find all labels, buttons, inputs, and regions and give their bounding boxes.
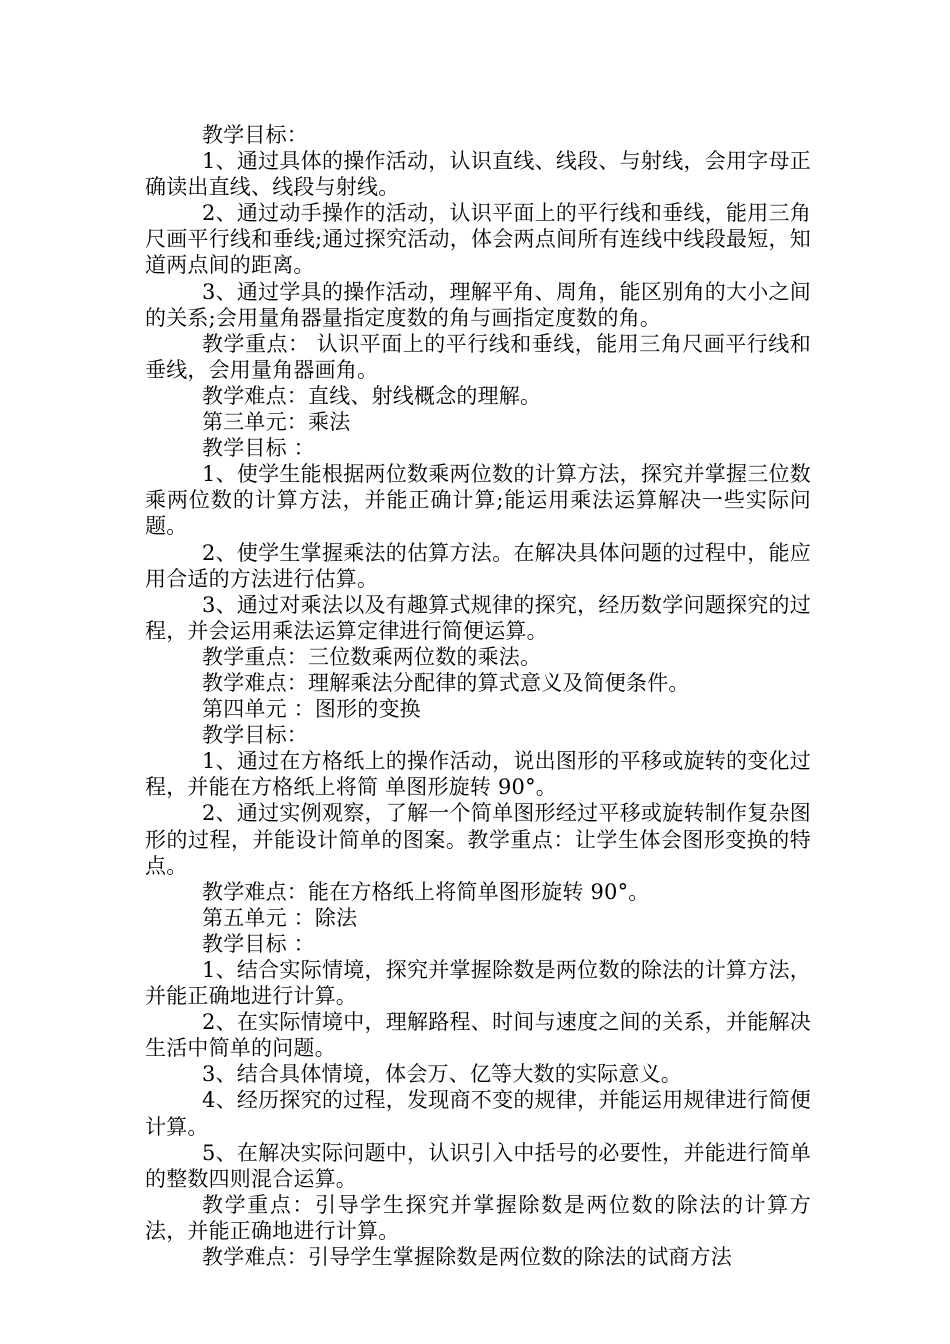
paragraph-23: 3、结合具体情境，体会万、亿等大数的实际意义。 xyxy=(202,1062,682,1087)
paragraph-1: 教学目标： xyxy=(202,123,308,147)
paragraph-4: 3、通过学具的操作活动，理解平角、周角，能区别角的大小之间的关系;会用量角器量指定度数的角与画指定度数的角。 xyxy=(145,279,811,330)
document-page xyxy=(145,122,811,1270)
paragraph-9: 1、使学生能根据两位数乘两位数的计算方法，探究并掌握三位数乘两位数的计算方法，并能正确计算;能运用乘法运算解决一些实际问题。 xyxy=(145,462,811,539)
paragraph-10: 2、使学生掌握乘法的估算方法。在解决具体问题的过程中，能应用合适的方法进行估算。 xyxy=(145,540,811,591)
paragraph-8: 教学目标 ： xyxy=(202,436,315,461)
paragraph-20: 教学目标 ： xyxy=(202,931,315,956)
paragraph-25: 5、在解决实际问题中，认识引入中括号的必要性，并能进行简单的整数四则混合运算。 xyxy=(145,1140,811,1191)
paragraph-13: 教学难点：理解乘法分配律的算式意义及简便条件。 xyxy=(202,670,690,695)
paragraph-12: 教学重点：三位数乘两位数的乘法。 xyxy=(202,644,542,669)
paragraph-3: 2、通过动手操作的活动，认识平面上的平行线和垂线，能用三角尺画平行线和垂线;通过探究活动，体会两点间所有连线中线段最短，知道两点间的距离。 xyxy=(145,201,811,278)
paragraph-27: 教学难点：引导学生掌握除数是两位数的除法的试商方法 xyxy=(202,1245,732,1270)
paragraph-16: 1、通过在方格纸上的操作活动，说出图形的平移或旋转的变化过程，并能在方格纸上将简 单图形旋转 90°。 xyxy=(145,749,811,800)
paragraph-6: 教学难点：直线、射线概念的理解。 xyxy=(202,383,542,408)
paragraph-19: 第五单元 ：除法 xyxy=(202,905,358,930)
paragraph-2: 1、通过具体的操作活动，认识直线、线段、与射线，会用字母正确读出直线、线段与射线。 xyxy=(145,149,811,200)
paragraph-24: 4、经历探究的过程，发现商不变的规律，并能运用规律进行简便计算。 xyxy=(145,1088,811,1139)
paragraph-21: 1、结合实际情境，探究并掌握除数是两位数的除法的计算方法，并能正确地进行计算。 xyxy=(145,958,811,1009)
paragraph-7: 第三单元：乘法 xyxy=(202,410,351,435)
paragraph-17: 2、通过实例观察，了解一个简单图形经过平移或旋转制作复杂图形的过程，并能设计简单的图案。教学重点：让学生体会图形变换的特点。 xyxy=(145,801,811,878)
paragraph-22: 2、在实际情境中，理解路程、时间与速度之间的关系，并能解决生活中简单的问题。 xyxy=(145,1010,811,1061)
paragraph-15: 教学目标： xyxy=(202,723,308,748)
paragraph-26: 教学重点：引导学生探究并掌握除数是两位数的除法的计算方法，并能正确地进行计算。 xyxy=(145,1192,811,1243)
paragraph-18: 教学难点：能在方格纸上将简单图形旋转 90°。 xyxy=(202,879,650,904)
paragraph-11: 3、通过对乘法以及有趣算式规律的探究，经历数学问题探究的过程，并会运用乘法运算定律进行简便运算。 xyxy=(145,592,811,643)
paragraph-5: 教学重点： 认识平面上的平行线和垂线，能用三角尺画平行线和垂线，会用量角器画角。 xyxy=(145,331,811,382)
paragraph-14: 第四单元 ：图形的变换 xyxy=(202,697,421,722)
